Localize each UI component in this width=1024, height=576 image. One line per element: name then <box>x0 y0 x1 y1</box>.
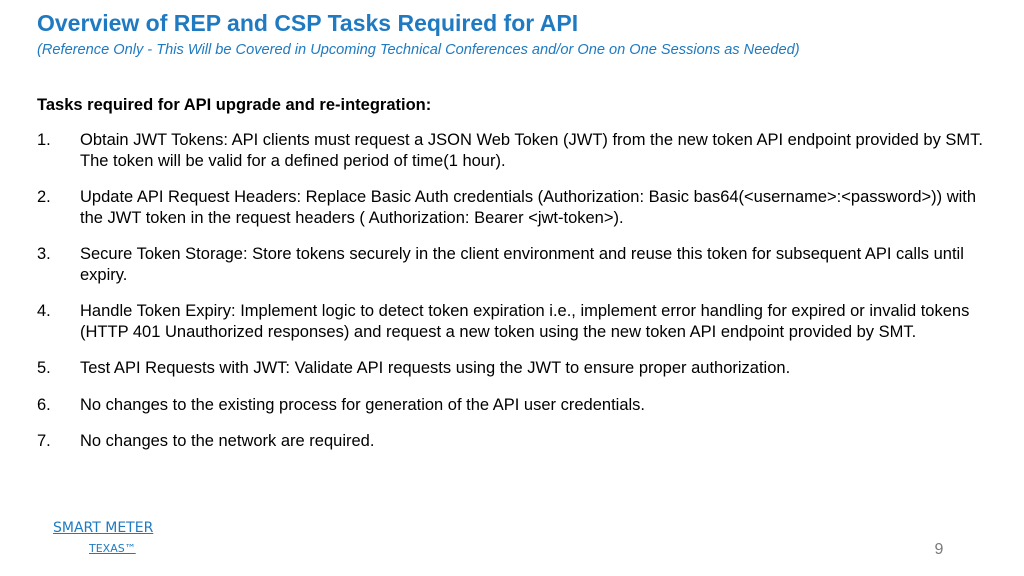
task-text: Test API Requests with JWT: Validate API requests using the JWT to ensure proper authorization. <box>80 359 791 377</box>
slide-title: Overview of REP and CSP Tasks Required for API <box>37 10 579 36</box>
task-number: 6. <box>37 395 51 414</box>
task-number: 4. <box>37 302 51 320</box>
task-number: 1. <box>37 131 51 149</box>
task-item <box>37 358 1002 379</box>
task-list <box>37 130 1002 468</box>
task-number: 7. <box>37 432 51 450</box>
task-item <box>37 130 1002 171</box>
task-text: No changes to the network are required. <box>80 432 375 450</box>
task-item <box>37 244 1002 285</box>
slide-subtitle: (Reference Only - This Will be Covered in Upcoming Technical Conferences and/or One on One Sessions as Needed) <box>37 42 800 58</box>
task-text: Secure Token Storage: Store tokens securely in the client environment and reuse this token for subsequent API calls until expiry. <box>80 245 964 284</box>
logo-line2: TEXAS™ <box>89 542 136 555</box>
task-item <box>37 187 1002 228</box>
task-text: Update API Request Headers: Replace Basic Auth credentials (Authorization: Basic bas64(<username>:<password>)) with the JWT token in the request headers ( Authorization: Bearer <jwt-token>). <box>80 188 977 227</box>
page-number: 9 <box>934 541 944 558</box>
task-number: 3. <box>37 245 51 263</box>
task-text: Handle Token Expiry: Implement logic to detect token expiration i.e., implement error handling for expired or invalid tokens (HTTP 401 Unauthorized responses) and request a new token using the new token API endpoint provided by SMT. <box>80 302 970 341</box>
task-number: 5. <box>37 359 51 377</box>
task-text: Obtain JWT Tokens: API clients must request a JSON Web Token (JWT) from the new token API endpoint provided by SMT. The token will be valid for a defined period of time(1 hour). <box>80 131 984 170</box>
task-item <box>37 431 1002 452</box>
task-number: 2. <box>37 188 51 206</box>
section-heading: Tasks required for API upgrade and re-integration: <box>37 96 432 114</box>
smart-meter-texas-logo[interactable] <box>53 518 153 557</box>
logo-line1: SMART METER <box>53 520 154 536</box>
task-item <box>37 395 1002 416</box>
task-text: No changes to the existing process for generation of the API user credentials. <box>80 395 645 414</box>
task-item <box>37 301 1002 342</box>
